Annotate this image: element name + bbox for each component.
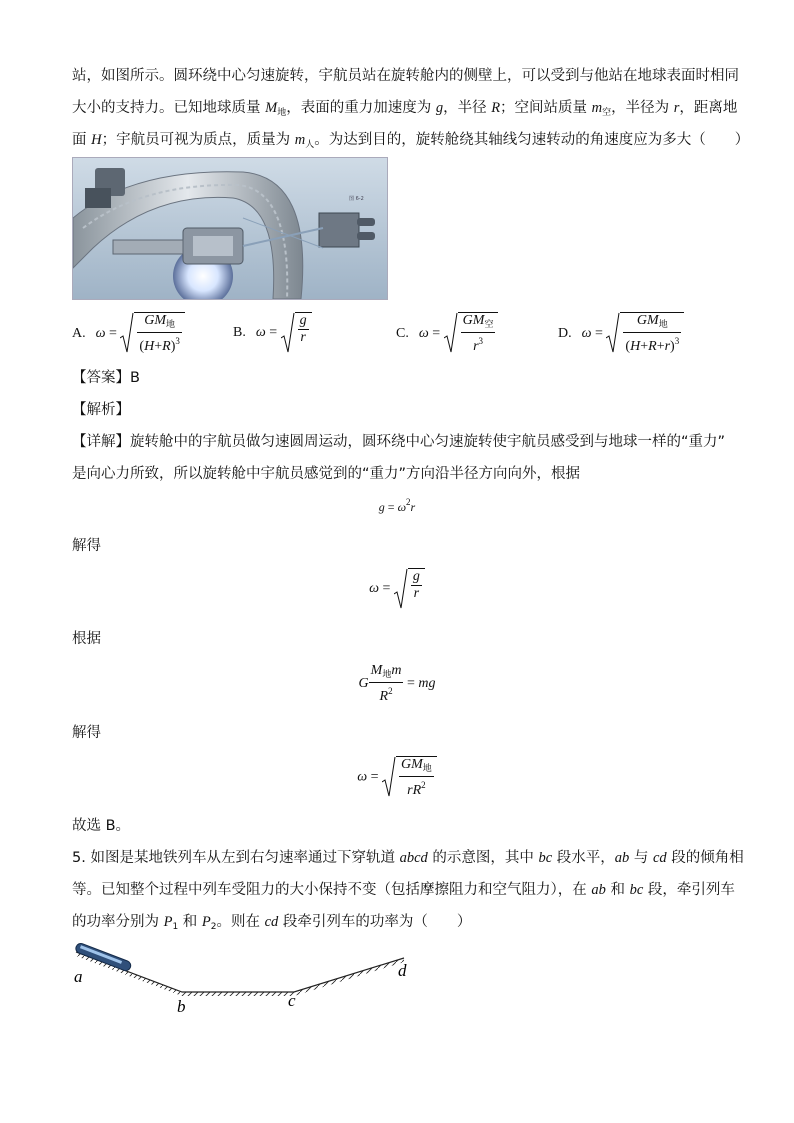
sqrt-sign-icon: $\frac{GM_地}{(H+R+r)^3}$ xyxy=(606,312,684,355)
point-a-label: a xyxy=(74,967,83,986)
problem5-line2: 等。已知整个过程中列车受阻力的大小保持不变（包括摩擦阻力和空气阻力），在 ab 和 bc 段，牵引列车 xyxy=(72,882,735,898)
option-d[interactable]: D. ω = $\frac{GM_地}{(H+R+r)^3}$ xyxy=(558,312,684,355)
problem4-line1: 站，如图所示。圆环绕中心匀速旋转，宇航员站在旋转舱内的侧壁上，可以受到与他站在地球表面时相同 xyxy=(72,68,739,84)
according-label: 根据 xyxy=(72,631,101,647)
point-b-label: b xyxy=(177,997,186,1016)
space-station-image xyxy=(72,157,388,300)
equation-gravity-mg: G $\frac{M_地m}{R^2}$ = mg xyxy=(358,663,436,704)
choose-label: 故选 B。 xyxy=(72,818,131,834)
analysis-label: 【解析】 xyxy=(72,402,130,418)
option-b[interactable]: B. ω = $\frac{g}{r}$ xyxy=(233,312,312,354)
problem5-line1: 5. 如图是某地铁列车从左到右匀速率通过下穿轨道 abcd 的示意图，其中 bc 段水平，ab 与 cd 段的倾角相 xyxy=(72,850,744,866)
track-diagram xyxy=(72,938,417,1018)
option-c[interactable]: C. ω = $\frac{GM_空}{r^3}$ xyxy=(396,312,498,355)
point-c-label: c xyxy=(288,991,296,1010)
sqrt-sign-icon: $\frac{GM_地}{(H+R)^3}$ xyxy=(120,312,184,355)
problem4-line3: 面 H；宇航员可视为质点，质量为 $m_人$。为达到目的，旋转舱绕其轴线匀速转动的角速度应为多大（ ） xyxy=(72,132,750,150)
sqrt-sign-icon: $\frac{g}{r}$ xyxy=(394,568,425,610)
problem4-line2: 大小的支持力。已知地球质量 $M_地$，表面的重力加速度为 g，半径 R；空间站质量 $m_空$，半径为 r，距离地 xyxy=(72,100,738,118)
problem5-line3: 的功率分别为 $P_1$ 和 $P_2$。则在 cd 段牵引列车的功率为（ ） xyxy=(72,914,472,932)
solve-label-2: 解得 xyxy=(72,725,101,741)
sqrt-sign-icon: $\frac{g}{r}$ xyxy=(281,312,312,354)
detail-line1: 【详解】旋转舱中的宇航员做匀速圆周运动，圆环绕中心匀速旋转使宇航员感受到与地球一样的“重力” xyxy=(72,434,726,450)
image-caption: 图 6-2 xyxy=(349,196,364,202)
equation-omega-sqrt-g-r: ω = $\frac{g}{r}$ xyxy=(0,568,794,610)
sqrt-sign-icon: $\frac{GM_地}{rR^2}$ xyxy=(382,756,437,799)
solve-label-1: 解得 xyxy=(72,538,101,554)
equation-omega-final: ω = $\frac{GM_地}{rR^2}$ xyxy=(0,756,794,799)
point-d-label: d xyxy=(398,961,407,980)
track-line xyxy=(76,952,404,996)
answer-label: 【答案】B xyxy=(72,370,140,386)
sqrt-sign-icon: $\frac{GM_空}{r^3}$ xyxy=(444,312,499,355)
option-a[interactable]: A. ω = $\frac{GM_地}{(H+R)^3}$ xyxy=(72,312,185,355)
detail-line2: 是向心力所致，所以旋转舱中宇航员感觉到的“重力”方向沿半径方向向外，根据 xyxy=(72,466,581,482)
equation-g-omega-r: $g = \omega^2r$ xyxy=(378,497,416,514)
